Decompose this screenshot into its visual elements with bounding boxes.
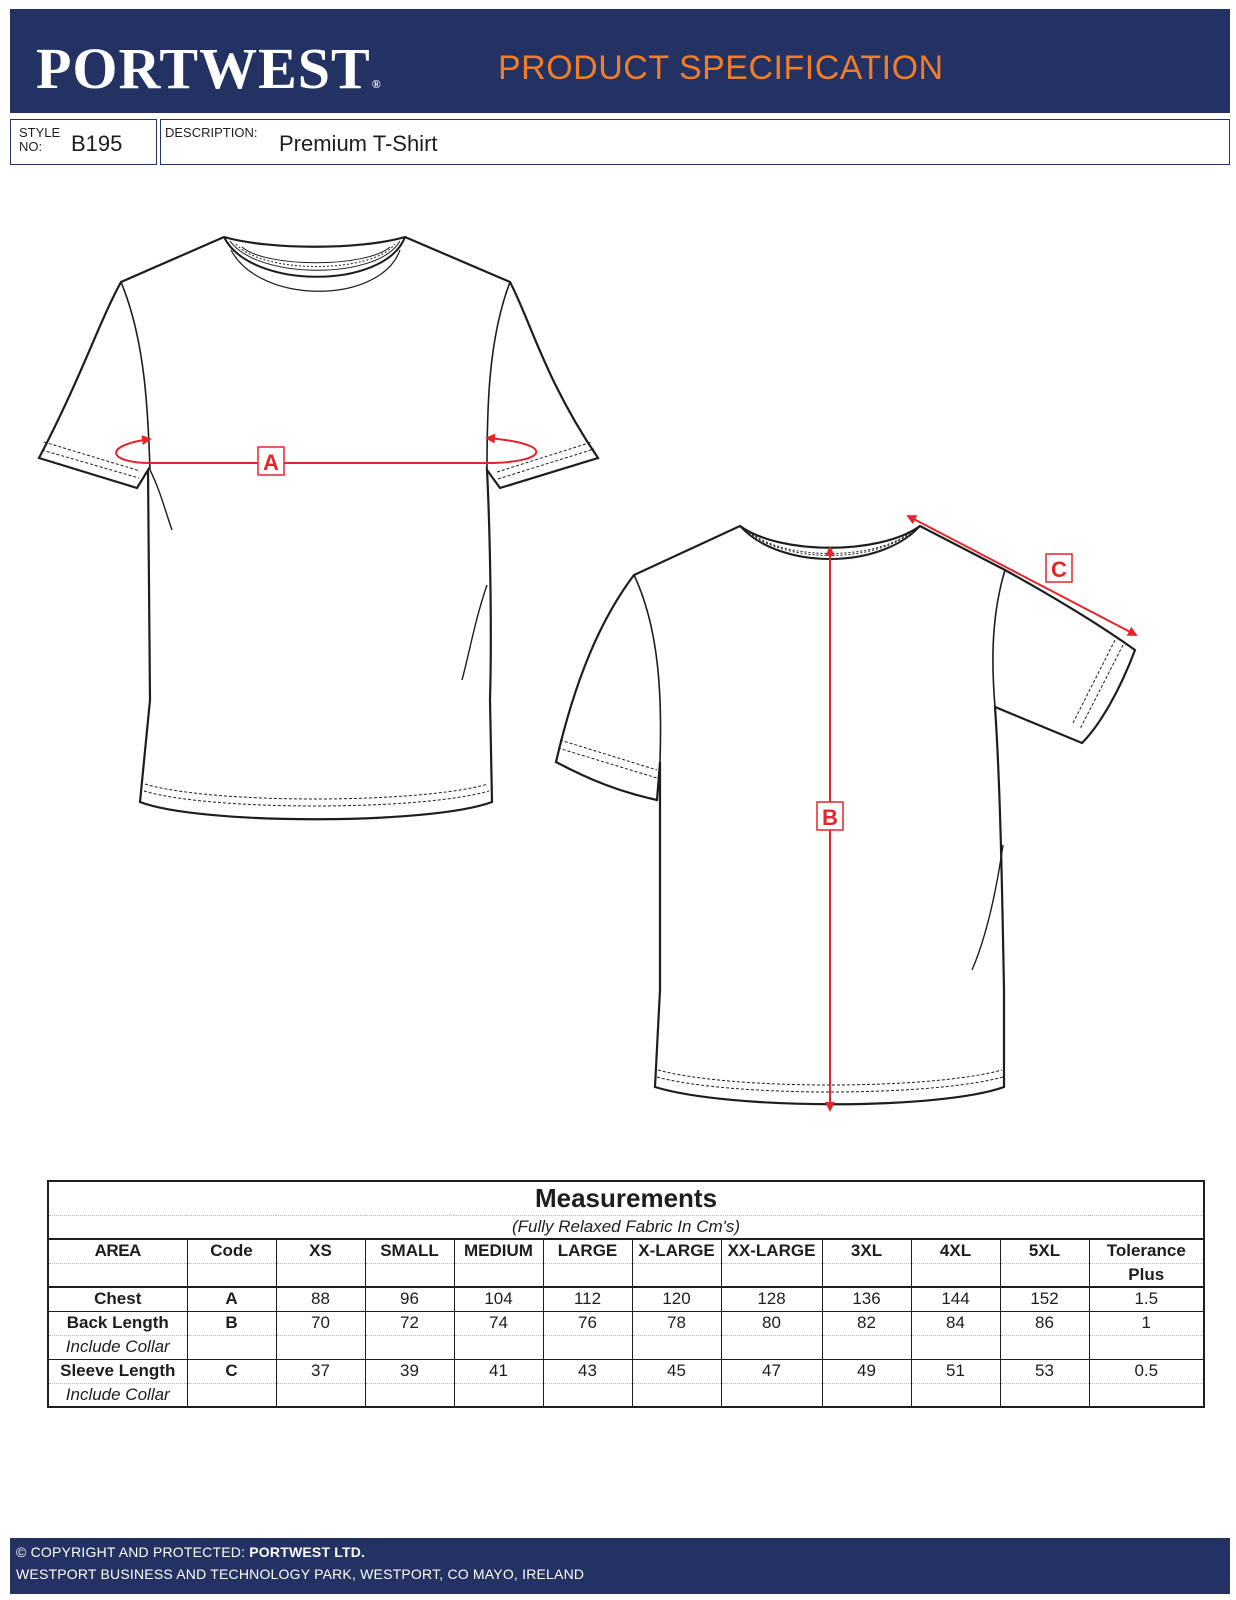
marker-a-label: A xyxy=(263,450,279,475)
footer-bar xyxy=(10,1538,1230,1594)
footer-copyright-prefix: © COPYRIGHT AND PROTECTED: xyxy=(16,1544,250,1560)
header-size-4xl: 4XL xyxy=(911,1239,1000,1263)
header-size-xlarge: X-LARGE xyxy=(632,1239,721,1263)
header-code: Code xyxy=(187,1239,276,1263)
style-label xyxy=(19,126,60,154)
back-tshirt-drawing xyxy=(556,526,1135,1104)
footer-address: WESTPORT BUSINESS AND TECHNOLOGY PARK, WESTPORT, CO MAYO, IRELAND xyxy=(16,1566,585,1582)
header-area: AREA xyxy=(48,1239,187,1263)
row-value: 37 xyxy=(276,1359,365,1383)
description-box xyxy=(160,119,1230,165)
header-size-3xl: 3XL xyxy=(822,1239,911,1263)
table-row-chest xyxy=(48,1287,1204,1311)
row-value: 120 xyxy=(632,1287,721,1311)
row-value: 72 xyxy=(365,1311,454,1335)
footer-copyright xyxy=(16,1544,365,1560)
table-title-row xyxy=(48,1181,1204,1215)
sleeve-length-measure-c xyxy=(908,516,1136,635)
description-label: DESCRIPTION: xyxy=(165,125,258,140)
header-size-medium: MEDIUM xyxy=(454,1239,543,1263)
row-value: 45 xyxy=(632,1359,721,1383)
style-label-line2: NO: xyxy=(19,139,43,154)
front-tshirt-drawing xyxy=(39,237,598,819)
header-size-xs: XS xyxy=(276,1239,365,1263)
footer-company: PORTWEST LTD. xyxy=(249,1544,366,1560)
row-value: 74 xyxy=(454,1311,543,1335)
brand-logo xyxy=(36,35,382,102)
table-row-sleeve-length-note xyxy=(48,1383,1204,1407)
table-subtitle: (Fully Relaxed Fabric In Cm's) xyxy=(48,1215,1204,1239)
registered-mark: ® xyxy=(371,77,382,91)
row-code: C xyxy=(187,1359,276,1383)
row-value: 80 xyxy=(721,1311,822,1335)
row-value: 41 xyxy=(454,1359,543,1383)
marker-b-label: B xyxy=(822,805,838,830)
marker-c-label: C xyxy=(1051,557,1067,582)
row-value: 152 xyxy=(1000,1287,1089,1311)
row-value: 53 xyxy=(1000,1359,1089,1383)
row-value: 47 xyxy=(721,1359,822,1383)
description-value: Premium T-Shirt xyxy=(279,131,438,156)
header-size-large: LARGE xyxy=(543,1239,632,1263)
table-row-back-length-note xyxy=(48,1335,1204,1359)
row-value: 112 xyxy=(543,1287,632,1311)
row-value: 88 xyxy=(276,1287,365,1311)
garment-drawings xyxy=(0,180,1236,1140)
style-number-box xyxy=(10,119,157,165)
row-area: Sleeve Length xyxy=(48,1359,187,1383)
table-header-row xyxy=(48,1239,1204,1263)
table-header-row-2 xyxy=(48,1263,1204,1287)
header-tolerance: Tolerance xyxy=(1089,1239,1204,1263)
measurements-table xyxy=(47,1180,1205,1408)
header-tolerance-plus: Plus xyxy=(1089,1263,1204,1287)
header-size-xxlarge: XX-LARGE xyxy=(721,1239,822,1263)
row-value: 86 xyxy=(1000,1311,1089,1335)
header-size-5xl: 5XL xyxy=(1000,1239,1089,1263)
row-value: 51 xyxy=(911,1359,1000,1383)
table-subtitle-row xyxy=(48,1215,1204,1239)
table-title: Measurements xyxy=(48,1181,1204,1215)
style-label-line1: STYLE xyxy=(19,125,61,140)
document-title: PRODUCT SPECIFICATION xyxy=(498,49,944,87)
row-value: 144 xyxy=(911,1287,1000,1311)
row-value: 82 xyxy=(822,1311,911,1335)
row-tolerance: 1 xyxy=(1089,1311,1204,1335)
row-tolerance: 0.5 xyxy=(1089,1359,1204,1383)
row-area: Back Length xyxy=(48,1311,187,1335)
table-row-sleeve-length xyxy=(48,1359,1204,1383)
back-length-measure-b xyxy=(817,548,843,1110)
measurements-table-wrap xyxy=(47,1180,1203,1408)
row-note: Include Collar xyxy=(48,1335,187,1359)
table-row-back-length xyxy=(48,1311,1204,1335)
header-bar xyxy=(10,9,1230,113)
row-value: 49 xyxy=(822,1359,911,1383)
row-value: 43 xyxy=(543,1359,632,1383)
row-value: 76 xyxy=(543,1311,632,1335)
row-area: Chest xyxy=(48,1287,187,1311)
chest-measure-a xyxy=(116,438,536,475)
row-value: 70 xyxy=(276,1311,365,1335)
row-value: 104 xyxy=(454,1287,543,1311)
row-code: A xyxy=(187,1287,276,1311)
row-note: Include Collar xyxy=(48,1383,187,1407)
row-value: 39 xyxy=(365,1359,454,1383)
row-value: 96 xyxy=(365,1287,454,1311)
row-value: 78 xyxy=(632,1311,721,1335)
style-number: B195 xyxy=(71,131,123,156)
row-value: 84 xyxy=(911,1311,1000,1335)
row-value: 128 xyxy=(721,1287,822,1311)
header-size-small: SMALL xyxy=(365,1239,454,1263)
row-code: B xyxy=(187,1311,276,1335)
row-tolerance: 1.5 xyxy=(1089,1287,1204,1311)
brand-name: PORTWEST xyxy=(36,36,371,101)
row-value: 136 xyxy=(822,1287,911,1311)
